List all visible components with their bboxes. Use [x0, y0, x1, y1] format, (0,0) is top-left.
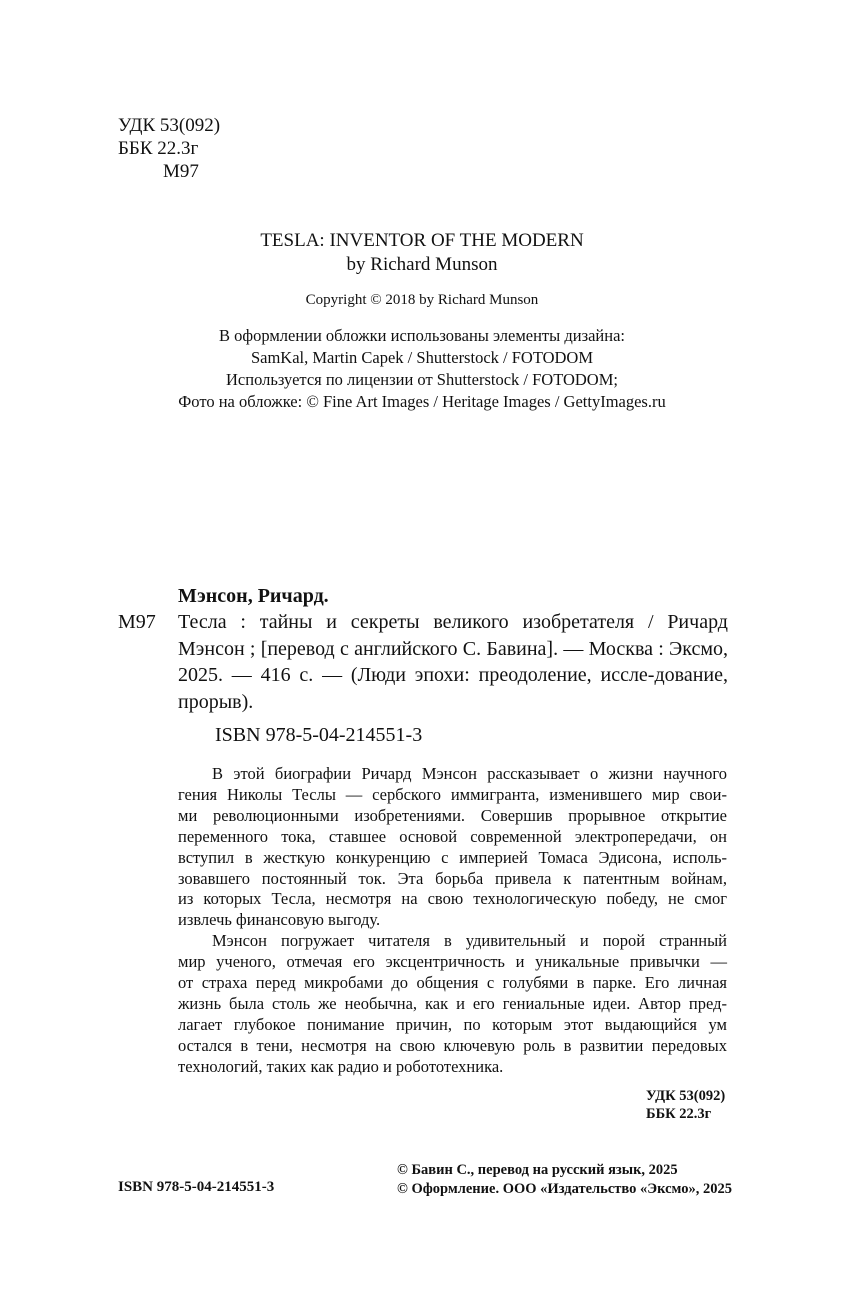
original-title-block [0, 229, 844, 277]
bibliographic-code: М97 [118, 611, 156, 633]
annotation-line: В этой биографии Ричард Мэнсон рассказывает о жизни научного [212, 764, 727, 783]
design-credit-line: Фото на обложке: © Fine Art Images / Heritage Images / GettyImages.ru [178, 392, 666, 411]
annotation-line: ми революционными изобретениями. Совершив прорывное открытие [178, 805, 727, 825]
annotation-line: зовавшего постоянный ток. Эта борьба привела к патентным войнам, [178, 868, 727, 888]
copyright-translation: © Бавин С., перевод на русский язык, 2025 [397, 1162, 678, 1178]
annotation-paragraph [178, 764, 727, 931]
bibliographic-description [178, 609, 728, 715]
annotation-line: Мэнсон погружает читателя в удивительный и порой странный [212, 931, 727, 951]
author-mark: М97 [163, 161, 199, 182]
isbn-main: ISBN 978-5-04-214551-3 [215, 724, 423, 746]
bibliographic-description-text: Тесла : тайны и секреты великого изобретателя / Ричард Мэнсон ; [перевод с английского С. Бавина]. — Москва : Эксмо, 2025. — 416 с. — (Люди эпохи: преодоление, иссле-дование, прорыв). [178, 611, 728, 713]
footer-classification [646, 1087, 725, 1123]
original-author: by Richard Munson [346, 254, 498, 275]
copyright-block [397, 1161, 732, 1199]
original-copyright: Copyright © 2018 by Richard Munson [305, 292, 539, 308]
annotation-line: лагает глубокое понимание причин, по которым этот выдающийся ум [178, 1014, 727, 1034]
bibliographic-text [178, 609, 728, 715]
copyright-design: © Оформление. ООО «Издательство «Эксмо», 2025 [397, 1181, 732, 1197]
annotation-paragraph [178, 931, 727, 1077]
design-credits [0, 325, 844, 413]
annotation-line: жизнь была столь же необычна, как и его гениальные идеи. Автор пред- [178, 993, 727, 1013]
annotation-line: гения Николы Теслы — сербского иммигранта, изменившего мир свои- [178, 784, 727, 804]
annotation-line: из которых Тесла, несмотря на свою технологическую победу, не смог [178, 889, 727, 909]
annotation [178, 764, 727, 1078]
isbn-footer: ISBN 978-5-04-214551-3 [118, 1179, 275, 1195]
footer-bbk: ББК 22.3г [646, 1106, 712, 1122]
udk-code: УДК 53(092) [118, 115, 221, 136]
design-credit-line: Используется по лицензии от Shutterstock / FOTODOM; [226, 370, 618, 389]
original-title: TESLA: INVENTOR OF THE MODERN [260, 230, 584, 251]
annotation-line: извлечь финансовую выгоду. [178, 910, 381, 930]
annotation-line: остался в тени, несмотря на свою ключевую роль в развитии передовых [178, 1035, 727, 1055]
annotation-line: от страха перед микробами до общения с голубями в парке. Его личная [178, 973, 727, 993]
annotation-line: переменного тока, ставшее основой современной электропередачи, он [178, 826, 727, 846]
annotation-line: технологий, таких как радио и робототехника. [178, 1056, 504, 1076]
classification-block [118, 114, 220, 183]
author-heading: Мэнсон, Ричард. [178, 585, 329, 607]
annotation-line: вступил в жесткую конкуренцию с империей Томаса Эдисона, исполь- [178, 847, 727, 867]
design-credit-line: В оформлении обложки использованы элементы дизайна: [219, 326, 625, 345]
annotation-line: мир ученого, отмечая его эксцентричность и уникальные привычки — [178, 952, 727, 972]
footer-udk: УДК 53(092) [646, 1088, 726, 1104]
design-credit-line: SamKal, Martin Capek / Shutterstock / FOTODOM [250, 348, 594, 367]
bbk-code: ББК 22.3г [118, 138, 199, 159]
